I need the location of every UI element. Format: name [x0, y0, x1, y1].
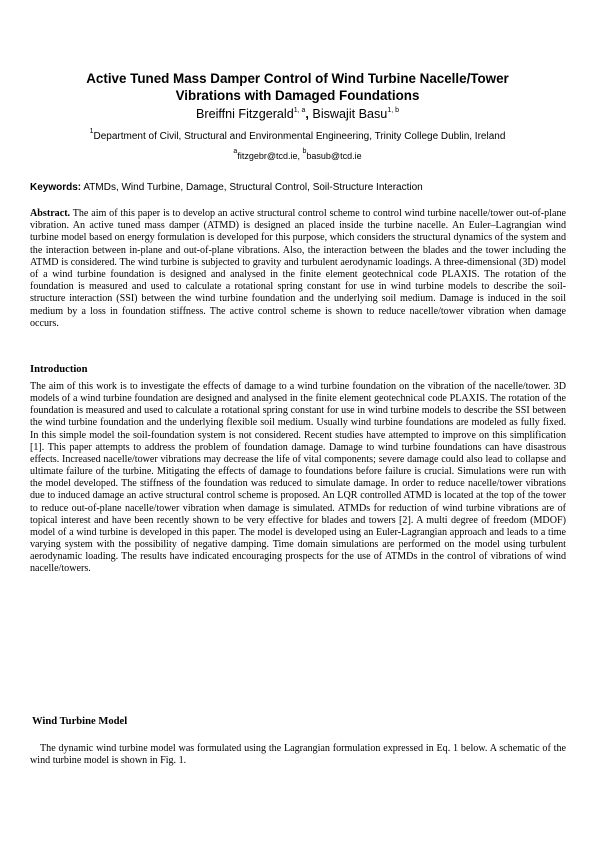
email-link[interactable]: basub@tcd.ie — [306, 151, 362, 161]
email-mark: b — [302, 148, 307, 155]
introduction-paragraph: The aim of this work is to investigate the effects of damage to a wind turbine foundation on the vibration of the nacelle/tower. 3D models of a wind turbine foundation are designed and analysed in the finite element geotechnical code PLAXIS. The rotation of the foundation is measured and used to calculate a rotational spring constant for use in wind turbine models to describe the SSI between the wind turbine foundation and the underlying flexible soil medium. Usually wind turbine foundations are modeled as fully fixed. In this simple model the soil-foundation system is not considered. Recent studies have attempted to improve on this simplification [1]. This paper attempts to address the problem of foundation damage. Damage to wind turbine foundations can have disastrous effects. Increased nacelle/tower vibrations may decrease the life of vital components; severe damage could also lead to collapse and ultimate failure of the turbine. Mitigating the effects of damage to foundations before failure is crucial. Simulations were run with the model developed. The stiffness of the foundation was reduced to simulate damage. In order to reduce nacelle/tower vibrations due to induced damage an active structural control scheme is proposed. An LQR controlled ATMD is located at the top of the tower to reduce out-of-plane nacelle/tower vibration when damage is simulated. ATMDs for reduction of wind turbine vibrations are of topical interest and have been recently shown to be very effective for blades and towers [2]. A multi degree of freedom (MDOF) model of a wind turbine is developed in this paper. The model is developed using an Euler-Lagrangian approach and leads to a time varying system with the possibility of negative damping. Time domain simulations are performed on the model using turbulent aerodynamic loading. The results have indicated encouraging prospects for the use of ATMDs in the control of vibrations of wind nacelle/towers. — [30, 381, 566, 575]
author-name: Biswajit Basu — [312, 107, 388, 121]
section-heading-wind-turbine-model: Wind Turbine Model — [32, 716, 128, 727]
affiliation — [40, 130, 555, 143]
author-affil-mark: 1, a — [293, 107, 306, 114]
wind-turbine-model-paragraph: The dynamic wind turbine model was formulated using the Lagrangian formulation expressed in Eq. 1 below. A schematic of the wind turbine model is shown in Fig. 1. — [30, 743, 566, 767]
keywords-text: ATMDs, Wind Turbine, Damage, Structural Control, Soil-Structure Interaction — [81, 182, 423, 193]
email-link[interactable]: fitzgebr@tcd.ie, — [237, 151, 303, 161]
abstract-label: Abstract. — [30, 208, 71, 219]
title-line-1: Active Tuned Mass Damper Control of Wind Turbine Nacelle/Tower — [86, 71, 509, 86]
author-name: Breiffni Fitzgerald — [195, 107, 294, 121]
title-line-2: Vibrations with Damaged Foundations — [175, 88, 420, 103]
keywords — [30, 181, 566, 194]
author-emails — [40, 150, 555, 162]
affil-mark: 1 — [89, 128, 94, 135]
abstract — [30, 208, 566, 330]
section-heading-introduction: Introduction — [30, 364, 88, 375]
paper-title — [40, 70, 555, 104]
author-affil-mark: 1, b — [387, 107, 400, 114]
keywords-label: Keywords: — [30, 182, 82, 193]
affiliation-text: Department of Civil, Structural and Environmental Engineering, Trinity College Dublin, Ireland — [93, 131, 506, 142]
email-mark: a — [233, 148, 238, 155]
abstract-text: The aim of this paper is to develop an active structural control scheme to control wind turbine nacelle/tower out-of-plane vibration. An active tuned mass damper (ATMD) is designed an placed inside the turbine nacelle. An Euler–Lagrangian wind turbine model based on energy formulation is developed for this purpose, which considers the structural dynamics of the system and the interaction between in-plane and out-of-plane vibrations. Also, the interaction between the blades and the tower including the ATMD is considered. The wind turbine is subjected to gravity and turbulent aerodynamic loadings. A three-dimensional (3D) model of a wind turbine foundation is designed and analysed in the finite element geotechnical code PLAXIS. The rotation of the foundation is measured and used to calculate a rotational spring constant for use in wind turbine models to describe the soil-structure interaction (SSI) between the wind turbine foundation and the underlying soil medium. Damage is induced in the soil medium by a loss in foundation stiffness. The active control scheme is shown to reduce nacelle/tower vibration when damage occurs. — [30, 208, 566, 329]
author-separator: , — [305, 107, 313, 121]
author-list — [40, 106, 555, 122]
